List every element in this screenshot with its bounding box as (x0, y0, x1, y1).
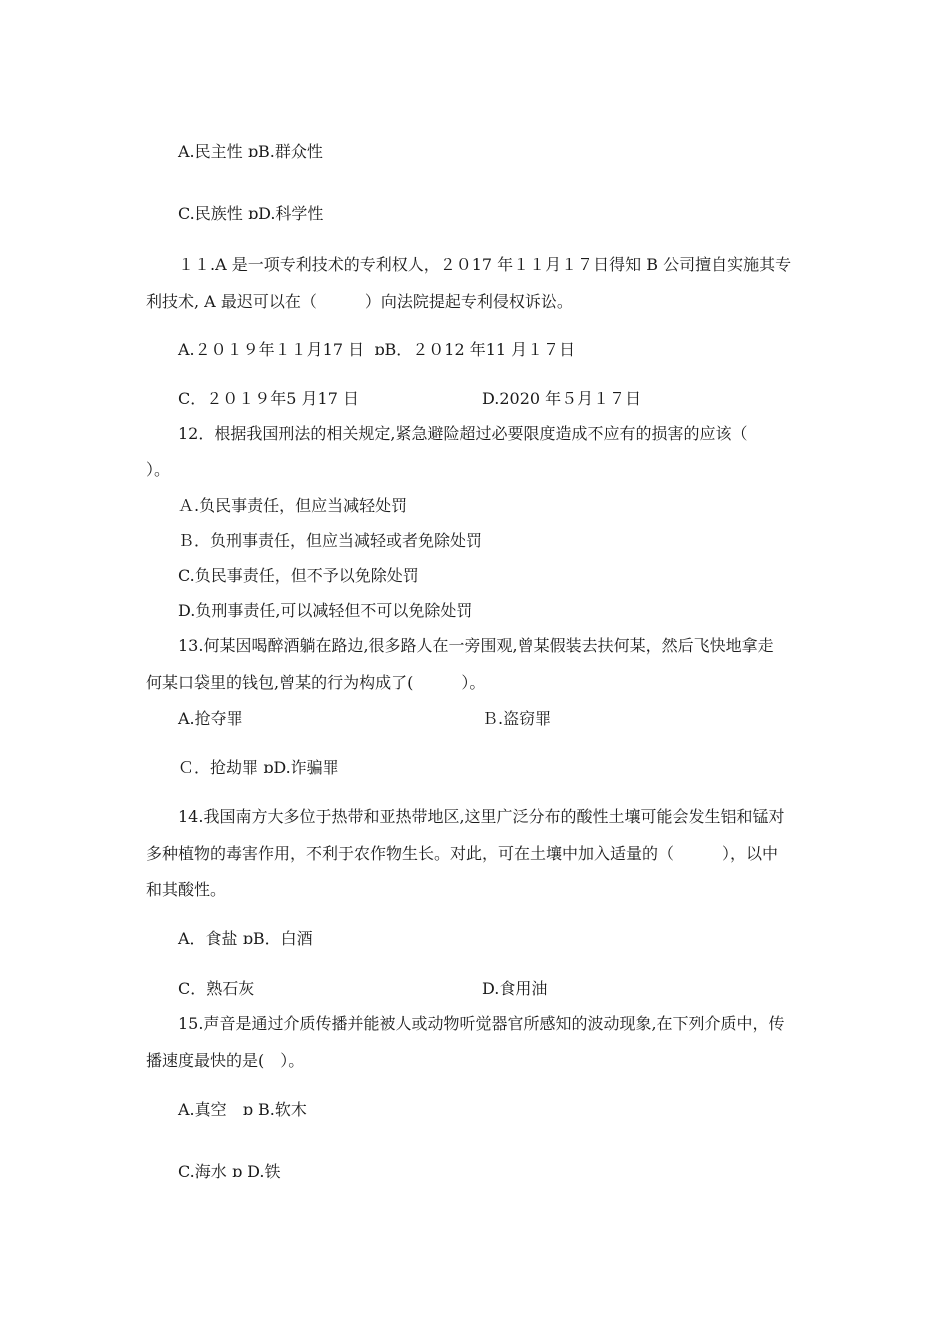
q13-stem-line-2: 何某口袋里的钱包,曾某的行为构成了( ）。 (146, 673, 486, 692)
q12-option-b: Ｂ．负刑事责任，但应当减轻或者免除处罚 (178, 531, 483, 550)
q15-stem-line-2: 播速度最快的是( ）。 (146, 1051, 305, 1070)
q13-option-a: A.抢夺罪 (178, 709, 243, 728)
q11-option-c: C．２０１９年5 月17 日 (178, 389, 359, 408)
q13-option-b: Ｂ.盗窃罪 (482, 709, 552, 728)
q14-stem-line-3: 和其酸性。 (146, 880, 227, 899)
q11-option-d: D.2020 年５月１７日 (482, 389, 642, 408)
q13-stem-line-1: 13.何某因喝醉酒躺在路边,很多路人在一旁围观,曾某假装去扶何某，然后飞快地拿走 (178, 636, 774, 655)
q14-option-d: D.食用油 (482, 979, 548, 998)
q11-stem-line-2: 利技术, A 最迟可以在（ ）向法院提起专利侵权诉讼。 (146, 292, 573, 311)
q13-options-cd: Ｃ．抢劫罪 ɒD.诈骗罪 (178, 758, 339, 777)
q12-option-a: Ａ.负民事责任，但应当减轻处罚 (178, 496, 408, 515)
q14-options-ab: A．食盐 ɒB．白酒 (178, 929, 313, 948)
q11-stem-line-1: １１.A 是一项专利技术的专利权人，２０17 年１１月１７日得知 B 公司擅自实施其专 (178, 255, 792, 274)
q10-options-cd: C.民族性 ɒD.科学性 (178, 204, 324, 223)
q15-stem-line-1: 15.声音是通过介质传播并能被人或动物听觉器官所感知的波动现象,在下列介质中，传 (178, 1014, 785, 1033)
q14-option-c: C．熟石灰 (178, 979, 255, 998)
q11-options-ab: A.２０１９年１１月17 日 ɒB．２０12 年11 月１７日 (178, 340, 576, 359)
q12-option-c: C.负民事责任，但不予以免除处罚 (178, 566, 419, 585)
q10-options-ab: A.民主性 ɒB.群众性 (178, 142, 323, 161)
q12-stem-line-2: ）。 (146, 460, 171, 479)
q12-option-d: D.负刑事责任,可以减轻但不可以免除处罚 (178, 601, 473, 620)
q15-options-cd: C.海水 ɒ D.铁 (178, 1162, 281, 1181)
q14-stem-line-2: 多种植物的毒害作用，不利于农作物生长。对此，可在土壤中加入适量的（ ），以中 (146, 844, 779, 863)
q15-options-ab: A.真空 ɒ B.软木 (178, 1100, 307, 1119)
q14-stem-line-1: 14.我国南方大多位于热带和亚热带地区,这里广泛分布的酸性土壤可能会发生铝和锰对 (178, 807, 785, 826)
q12-stem-line-1: 12．根据我国刑法的相关规定,紧急避险超过必要限度造成不应有的损害的应该（ (178, 424, 748, 443)
